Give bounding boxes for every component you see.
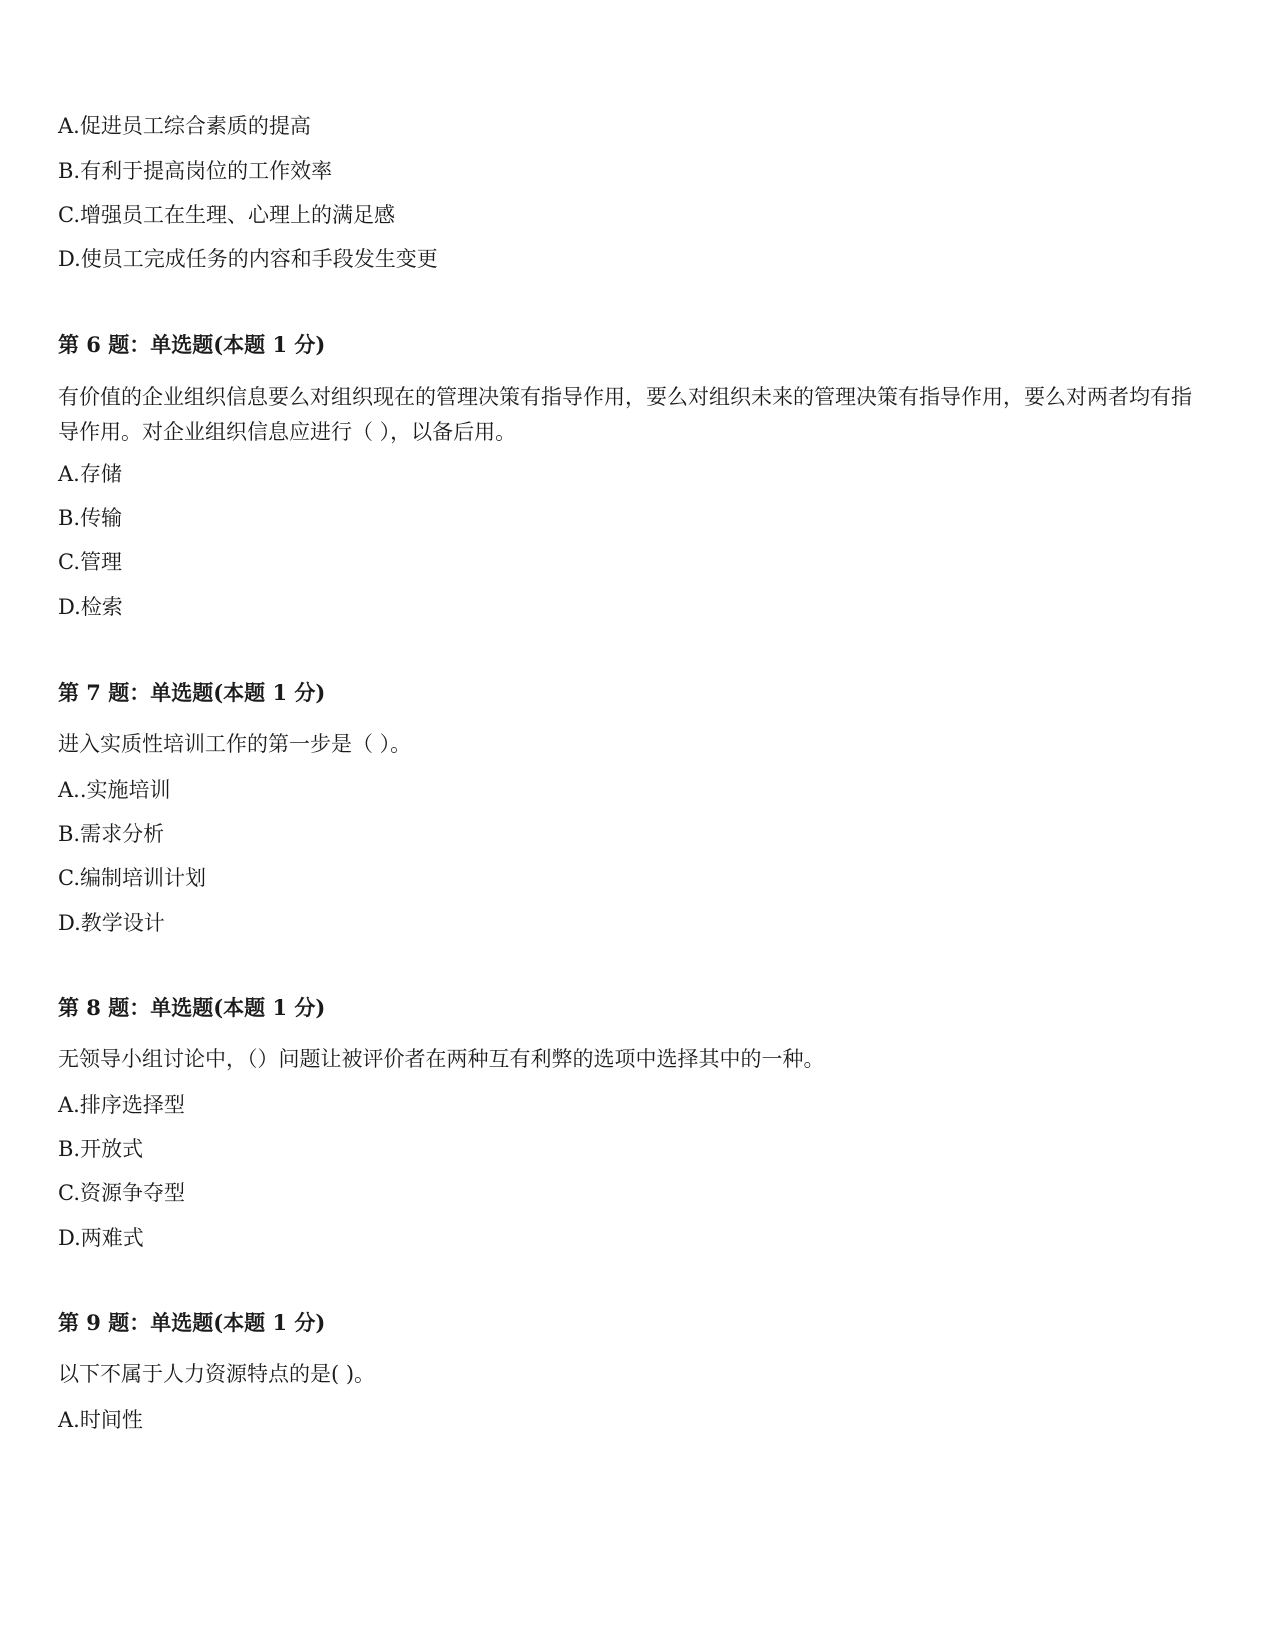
q7-option-a: A..实施培训 <box>58 778 171 802</box>
q8-stem: 无领导小组讨论中，（）问题让被评价者在两种互有利弊的选项中选择其中的一种。 <box>58 1047 825 1071</box>
q7-stem: 进入实质性培训工作的第一步是（ ）。 <box>58 732 412 756</box>
q8-option-a: A.排序选择型 <box>58 1093 185 1117</box>
q7-option-c: C.编制培训计划 <box>58 866 206 890</box>
q8-option-c: C.资源争夺型 <box>58 1181 185 1205</box>
q6-stem: 有价值的企业组织信息要么对组织现在的管理决策有指导作用，要么对组织未来的管理决策有指导作用，要么对两者均有指导作用。对企业组织信息应进行（ ），以备后用。 <box>58 385 1192 444</box>
q8-option-b: B.开放式 <box>58 1137 144 1161</box>
prev-option-a: A.促进员工综合素质的提高 <box>58 114 311 138</box>
q7-header: 第 7 题：单选题(本题 1 分) <box>58 680 326 705</box>
q7-option-d: D.教学设计 <box>58 911 165 935</box>
prev-option-d: D.使员工完成任务的内容和手段发生变更 <box>58 247 438 271</box>
q6-header: 第 6 题：单选题(本题 1 分) <box>58 332 326 357</box>
q8-option-d: D.两难式 <box>58 1226 144 1250</box>
q9-stem: 以下不属于人力资源特点的是( )。 <box>58 1362 376 1386</box>
q7-option-b: B.需求分析 <box>58 822 165 846</box>
q9-option-a: A.时间性 <box>58 1408 143 1432</box>
prev-option-c: C.增强员工在生理、心理上的满足感 <box>58 203 395 227</box>
q6-option-b: B.传输 <box>58 506 123 530</box>
q8-header: 第 8 题：单选题(本题 1 分) <box>58 995 326 1020</box>
prev-option-b: B.有利于提高岗位的工作效率 <box>58 159 333 183</box>
q6-option-a: A.存储 <box>58 462 122 486</box>
q9-header: 第 9 题：单选题(本题 1 分) <box>58 1310 326 1335</box>
q6-option-c: C.管理 <box>58 550 122 574</box>
q6-option-d: D.检索 <box>58 595 123 619</box>
